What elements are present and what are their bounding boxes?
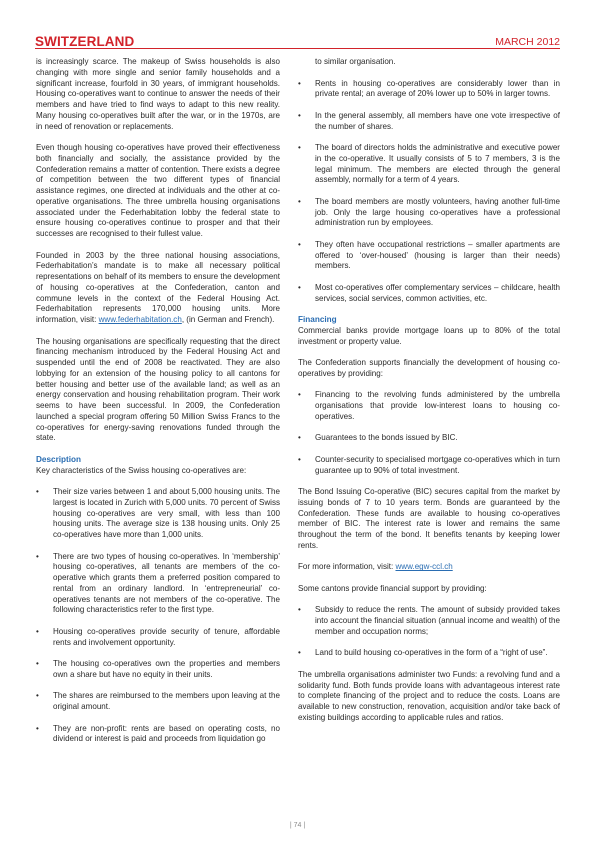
list-item-text: The board members are mostly volunteers, having another full-time job. Only the large housing co-operatives have a professional administration run by employees. <box>315 196 560 228</box>
paragraph: is increasingly scarce. The makeup of Swiss households is also changing with more single and senior family households and a significant increase, fourfold in 30 years, of immigrant households. Housing co-operatives want to continue to answer the needs of their members and have tried to find ways to adapt to this new reality. Many housing co-operatives built after the war, or in the 1970s, are in need of renovation or replacements. <box>36 57 280 131</box>
list-item-text: Land to build housing co-operatives in the form of a “right of use”. <box>315 648 548 658</box>
list-item <box>298 143 560 186</box>
bullet-icon: • <box>298 282 301 292</box>
financing-heading: Financing <box>298 315 337 324</box>
paragraph-more-info <box>298 562 560 573</box>
bullet-icon: • <box>298 390 301 400</box>
list-item <box>298 648 560 659</box>
list-item <box>36 627 280 649</box>
list-item-text: Counter-security to specialised mortgage co-operatives which in turn guarantee up to 90% of total investment. <box>315 454 560 475</box>
country-title: SWITZERLAND <box>35 34 135 49</box>
confederation-support-list <box>298 390 560 476</box>
list-item-text: They often have occupational restrictions – smaller apartments are offered to ‘over-housed’ (housing is larger than their needs) members. <box>315 239 560 271</box>
list-item-text: They are non-profit: rents are based on operating costs, no dividend or interest is paid and proceeds from liquidation go <box>53 723 280 744</box>
bullet-icon: • <box>298 239 301 249</box>
description-intro: Key characteristics of the Swiss housing co-operatives are: <box>36 465 247 475</box>
egw-link[interactable]: www.egw-ccl.ch <box>395 562 453 572</box>
list-item <box>298 455 560 477</box>
right-column <box>298 57 560 724</box>
description-heading: Description <box>36 454 82 464</box>
list-item-text: There are two types of housing co-operatives. In ‘membership’ housing co-operatives, all tenants are members of the co-operative which grants them a preferred position compared to rental from an ordinary landlord. In ‘entrepreneurial’ co-operatives tenants are not members of the co-operative. The following characteristics refer to the first type. <box>53 551 280 615</box>
list-item-continuation: to similar organisation. <box>315 57 396 66</box>
list-item <box>36 552 280 617</box>
paragraph-text: For more information, visit: <box>298 562 396 572</box>
paragraph-text: , (in German and French). <box>181 315 275 324</box>
list-item-text: Financing to the revolving funds administered by the umbrella organisations that provide low-interest loans to housing co-operatives. <box>315 390 560 421</box>
canton-support-list <box>298 605 560 659</box>
list-item-text: Housing co-operatives provide security of tenure, affordable rents and involvement opportunity. <box>53 626 280 647</box>
paragraph: The Confederation supports financially the development of housing co-operatives by providing: <box>298 358 560 378</box>
list-item-text: Guarantees to the bonds issued by BIC. <box>315 433 458 443</box>
list-item <box>298 605 560 637</box>
bullet-icon: • <box>36 723 39 733</box>
list-item <box>298 433 560 444</box>
paragraph: Commercial banks provide mortgage loans up to 80% of the total investment or property value. <box>298 325 560 346</box>
paragraph: The Bond Issuing Co-operative (BIC) secures capital from the market by issuing bonds of 7 to 10 years term. Bonds are guaranteed by the Confederation. These funds are available to housing co-operatives member of BIC. The interest rate is lower and remains the same throughout the term of the bond. It benefits tenants by keeping lower rents. <box>298 487 560 550</box>
list-item-text: The shares are reimbursed to the members upon leaving at the original amount. <box>53 691 280 711</box>
bullet-icon: • <box>36 551 39 561</box>
paragraph: Even though housing co-operatives have proved their effectiveness both financially and socially, the assistance provided by the Confederation remains a matter of contention. There exists a degree of competition between the two different types of financial assistance regimes, one directed at individuals and the other at co-operative organisations. The three umbrella housing organisations associated under the Federhabitation lobby the federal state to ensure housing co-operatives continue to prosper and that their successes are recognised to their fullest value. <box>36 143 280 238</box>
bullet-icon: • <box>298 433 301 443</box>
list-item-text: The housing co-operatives own the properties and members own a share but have no equity in their units. <box>53 659 280 679</box>
characteristics-list <box>36 487 280 745</box>
paragraph-text: Founded in 2003 by the three national housing associations, Federhabitation’s mandate is to make all necessary political representations on behalf of its members to ensure the development of housing co-operatives at the Confederation, canton and commune levels in the context of the Federal Housing Act. Federhabitation represents 170,000 housing units. More information, visit: <box>36 250 280 324</box>
list-item <box>298 240 560 272</box>
bullet-icon: • <box>298 648 301 658</box>
list-item-text: Rents in housing co-operatives are considerably lower than in private rental; an average of 20% lower up to 50% in larger towns. <box>315 78 560 99</box>
list-item-text: The board of directors holds the administrative and executive power in the co-operative. It usually consists of 5 to 7 members, 3 is the legal minimum. The members are elected through the general assembly, normally for a term of 4 years. <box>315 143 560 185</box>
page-header <box>35 34 560 48</box>
list-item <box>298 111 560 133</box>
page-number: | 74 | <box>289 822 306 829</box>
bullet-icon: • <box>298 110 301 120</box>
bullet-icon: • <box>298 143 301 152</box>
left-column <box>36 57 280 756</box>
list-item-text: Most co-operatives offer complementary services – childcare, health services, social services, common activities, etc. <box>315 282 560 303</box>
characteristics-list-continued <box>298 79 560 305</box>
paragraph: The housing organisations are specifically requesting that the direct financing mechanism introduced by the Federal Housing Act and suspended until the end of 2008 be reactivated. They are also lobbying for an extension of the housing policy to all cantons for better housing and better use of the available land; as well as an energy conservation and housing rehabilitation program. Their work seems to have been successful. In 2009, the Confederation launched a special program offering 50 Million Swiss Francs to the co-operatives for energy-saving renovations funded through the state. <box>36 336 280 443</box>
list-item <box>36 487 280 541</box>
list-item-text: In the general assembly, all members have one vote irrespective of the number of shares. <box>315 110 560 131</box>
list-item <box>298 283 560 305</box>
paragraph: The umbrella organisations administer two Funds: a revolving fund and a solidarity fund. Both funds provide loans with advantageous interest rate to complete financing of the project and to reduce the costs. Loans are available to new construction, renovation, acquisition and/or take back of existing buildings according to applicable rules and ratios. <box>298 669 560 722</box>
list-item <box>298 197 560 229</box>
federhabitation-link[interactable]: www.federhabitation.ch <box>98 315 182 324</box>
bullet-icon: • <box>298 196 301 206</box>
header-rule <box>35 48 560 49</box>
paragraph: Some cantons provide financial support by providing: <box>298 583 487 593</box>
bullet-icon: • <box>36 487 39 496</box>
list-item <box>298 79 560 101</box>
list-item-text: Subsidy to reduce the rents. The amount of subsidy provided takes into account the financial situation (annual income and wealth) of the member and occupation norms; <box>315 605 560 636</box>
paragraph-federhabitation <box>36 251 280 326</box>
issue-date: MARCH 2012 <box>495 36 560 48</box>
bullet-icon: • <box>36 626 39 636</box>
list-item <box>36 659 280 681</box>
list-item-text: Their size varies between 1 and about 5,000 housing units. The largest is located in Zurich with 5,000 units. 70 percent of Swiss housing co-operatives are very small, with less than 100 housing units. The average size is 138 housing units. Only 25 co-operatives have more than 1,000 units. <box>53 487 280 539</box>
bullet-icon: • <box>36 691 39 701</box>
bullet-icon: • <box>298 454 301 464</box>
list-item <box>36 691 280 713</box>
bullet-icon: • <box>298 78 301 88</box>
bullet-icon: • <box>298 605 301 615</box>
list-item <box>298 390 560 422</box>
bullet-icon: • <box>36 659 39 668</box>
list-item <box>36 724 280 746</box>
